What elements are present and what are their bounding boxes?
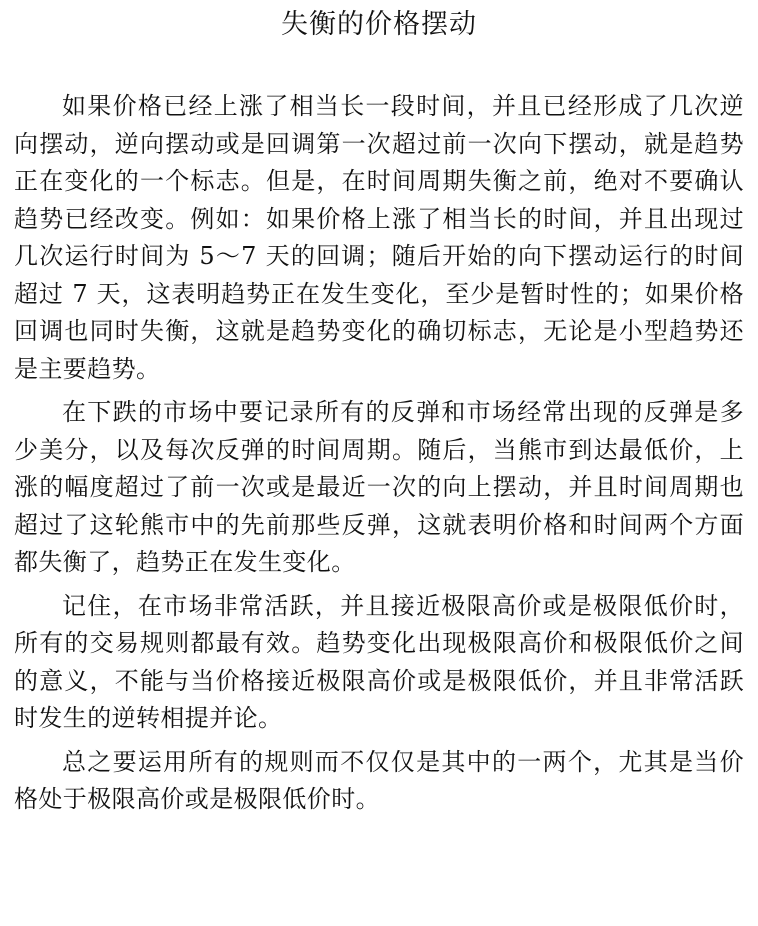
document-title: 失衡的价格摆动 [281, 9, 477, 40]
document-body [14, 88, 744, 819]
paragraph-1: 如果价格已经上涨了相当长一段时间，并且已经形成了几次逆向摆动，逆向摆动或是回调第一次超过前一次向下摆动，就是趋势正在变化的一个标志。但是，在时间周期失衡之前，绝对不要确认趋势已经改变。例如：如果价格上涨了相当长的时间，并且出现过几次运行时间为 5～7 天的回调；随后开始的向下摆动运行的时间超过 7 天，这表明趋势正在发生变化，至少是暂时性的；如果价格回调也同时失衡，这就是趋势变化的确切标志，无论是小型趋势还是主要趋势。 [14, 92, 744, 383]
paragraph-2: 在下跌的市场中要记录所有的反弹和市场经常出现的反弹是多少美分，以及每次反弹的时间周期。随后，当熊市到达最低价，上涨的幅度超过了前一次或是最近一次的向上摆动，并且时间周期也超过了这轮熊市中的先前那些反弹，这就表明价格和时间两个方面都失衡了，趋势正在发生变化。 [14, 398, 744, 576]
paragraph-4: 总之要运用所有的规则而不仅仅是其中的一两个，尤其是当价格处于极限高价或是极限低价时。 [14, 747, 744, 813]
paragraph-3: 记住，在市场非常活跃，并且接近极限高价或是极限低价时，所有的交易规则都最有效。趋势变化出现极限高价和极限低价之间的意义，不能与当价格接近极限高价或是极限低价，并且非常活跃时发生的逆转相提并论。 [14, 591, 744, 732]
